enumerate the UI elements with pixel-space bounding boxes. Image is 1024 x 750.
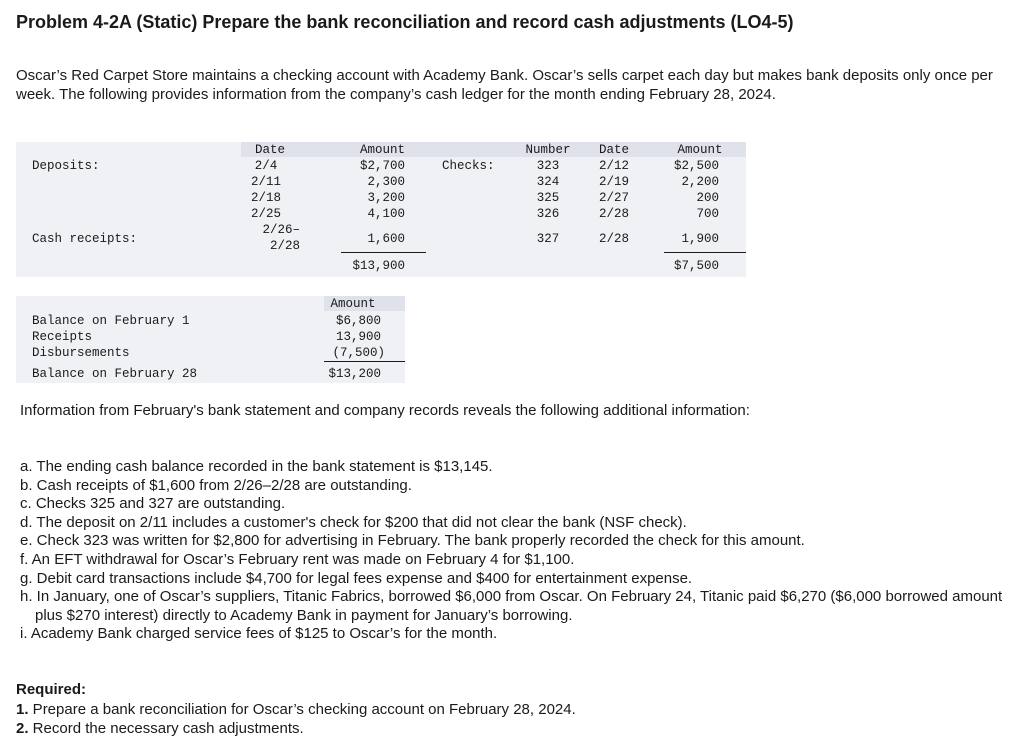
check-number: 326 <box>536 207 560 221</box>
deposit-date: 2/25 <box>250 207 281 221</box>
list-item: a. The ending cash balance recorded in the bank statement is $13,145. <box>20 458 493 475</box>
check-number: 324 <box>536 175 560 189</box>
balance-amount: $13,200 <box>328 367 381 381</box>
balance-amount: (7,500) <box>332 346 385 360</box>
deposit-amount: 3,200 <box>367 191 405 205</box>
deposit-amount: 2,300 <box>367 175 405 189</box>
balance-header: Amount <box>330 297 376 311</box>
required-heading: Required: <box>16 681 87 698</box>
list-item: e. Check 323 was written for $2,800 for advertising in February. The bank properly recorded the check for this amount. <box>20 532 805 550</box>
check-number: 323 <box>536 159 560 173</box>
deposits-label: Deposits: <box>32 159 100 173</box>
header-date: Date <box>254 143 285 157</box>
cash-receipts-date-line2: 2/28 <box>269 239 300 253</box>
required-item-2-text: Record the necessary cash adjustments. <box>28 720 304 737</box>
deposits-total: $13,900 <box>352 259 405 273</box>
check-number: 325 <box>536 191 560 205</box>
list-item: d. The deposit on 2/11 includes a customer's check for $200 that did not clear the bank (NSF check). <box>20 513 687 531</box>
balance-label: Balance on February 1 <box>32 314 190 328</box>
check-amount: 200 <box>696 191 719 205</box>
check-amount: 1,900 <box>681 232 719 246</box>
check-date: 2/28 <box>598 207 629 221</box>
check-date: 2/12 <box>598 159 629 173</box>
list-item: i. Academy Bank charged service fees of $125 to Oscar’s for the month. <box>20 625 498 643</box>
balance-amount: 13,900 <box>335 330 381 344</box>
checks-label: Checks: <box>442 159 495 173</box>
additional-info-list <box>20 458 1010 644</box>
required-item-1-number: 1. <box>16 700 29 718</box>
problem-title: Problem 4-2A (Static) Prepare the bank reconciliation and record cash adjustments (LO4-5) <box>16 12 794 32</box>
check-amount: 700 <box>696 207 719 221</box>
deposit-date: 2/18 <box>250 191 281 205</box>
check-amount: $2,500 <box>673 159 719 173</box>
checks-total-rule <box>664 252 746 253</box>
list-item: g. Debit card transactions include $4,700 for legal fees expense and $400 for entertainment expense. <box>20 569 693 587</box>
check-date: 2/28 <box>598 232 629 246</box>
list-item: h. In January, one of Oscar’s suppliers, Titanic Fabrics, borrowed $6,000 from Oscar. On February 24, Titanic paid $6,270 ($6,000 borrowed amount plus $270 interest) directly to Academy Bank in payment for January’s borrowing. <box>20 588 1003 624</box>
deposit-amount: $2,700 <box>359 159 405 173</box>
intro-paragraph: Oscar’s Red Carpet Store maintains a checking account with Academy Bank. Oscar’s sells carpet each day but makes bank deposits only once per week. The following provides information from the company’s cash ledger for the month ending February 28, 2024. <box>16 67 993 103</box>
required-item-2 <box>16 719 576 739</box>
checks-total: $7,500 <box>673 259 719 273</box>
header-check-amount: Amount <box>677 143 723 157</box>
header-amount: Amount <box>359 143 405 157</box>
required-item-1 <box>16 700 576 720</box>
balance-amount: $6,800 <box>335 314 381 328</box>
cash-receipts-amount: 1,600 <box>367 232 405 246</box>
header-check-date: Date <box>598 143 629 157</box>
info-intro: Information from February's bank statement and company records reveals the following additional information: <box>20 402 750 419</box>
balance-label: Disbursements <box>32 346 130 360</box>
balance-total-rule <box>324 361 405 362</box>
list-item: f. An EFT withdrawal for Oscar’s February rent was made on February 4 for $1,100. <box>20 550 575 568</box>
check-amount: 2,200 <box>681 175 719 189</box>
header-number: Number <box>525 143 571 157</box>
cash-receipts-date-line1: 2/26– <box>262 223 300 237</box>
check-date: 2/19 <box>598 175 629 189</box>
required-item-1-text: Prepare a bank reconciliation for Oscar’s checking account on February 28, 2024. <box>28 700 576 718</box>
deposit-amount: 4,100 <box>367 207 405 221</box>
required-section <box>16 680 576 739</box>
list-item: c. Checks 325 and 327 are outstanding. <box>20 495 286 513</box>
list-item: b. Cash receipts of $1,600 from 2/26–2/28 are outstanding. <box>20 476 412 494</box>
required-item-2-number: 2. <box>16 720 29 737</box>
check-number: 327 <box>536 232 560 246</box>
deposits-total-rule <box>341 252 426 253</box>
cash-receipts-label: Cash receipts: <box>32 232 138 246</box>
balance-label: Balance on February 28 <box>32 367 198 381</box>
deposit-date: 2/4 <box>254 159 278 173</box>
balance-label: Receipts <box>32 330 93 344</box>
check-date: 2/27 <box>598 191 629 205</box>
deposit-date: 2/11 <box>250 175 281 189</box>
